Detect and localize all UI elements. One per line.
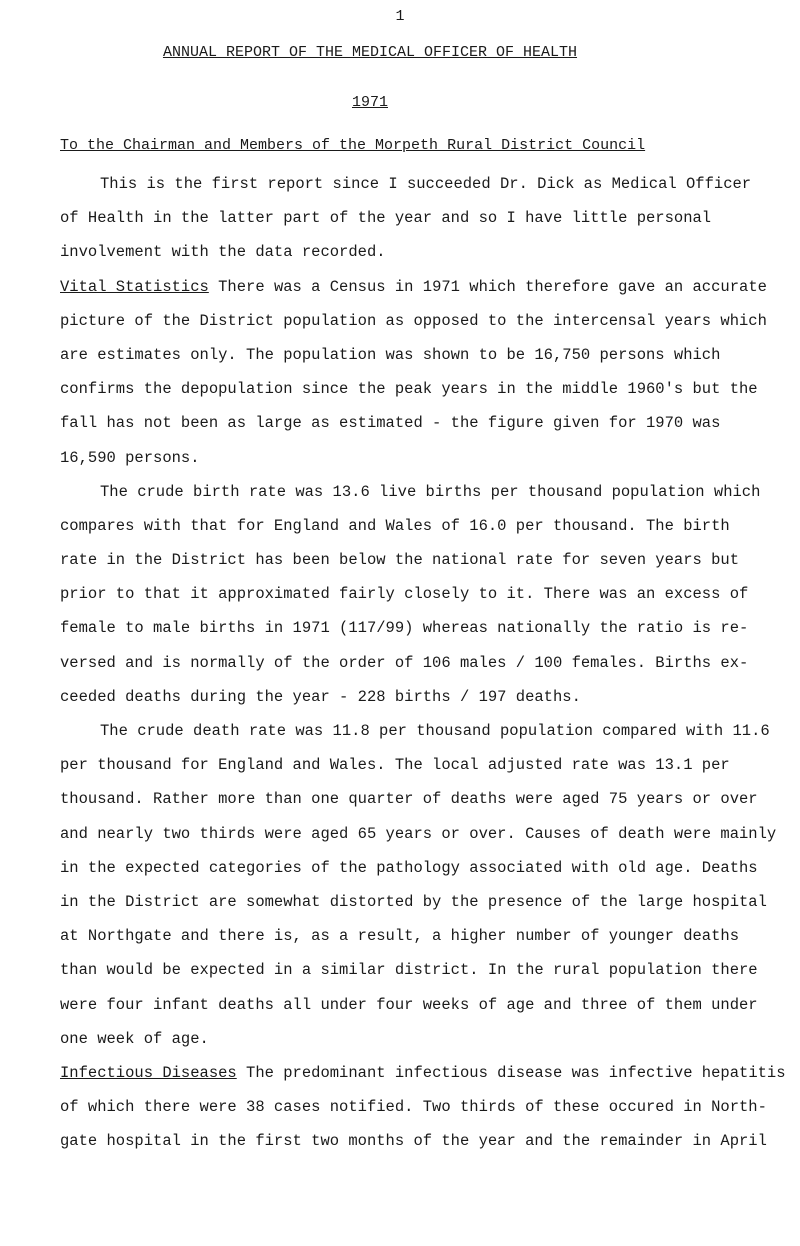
- text-line: [60, 782, 760, 816]
- line-text: one week of age.: [60, 1029, 209, 1048]
- text-line: [60, 270, 767, 304]
- address-line: To the Chairman and Members of the Morpeth Rural District Council: [60, 137, 646, 154]
- text-line: [60, 167, 760, 201]
- line-text: ceeded deaths during the year - 228 births / 197 deaths.: [60, 687, 581, 706]
- line-text: in the expected categories of the pathology associated with old age. Deaths: [60, 858, 758, 877]
- text-line: [60, 406, 760, 440]
- text-line: [60, 1124, 767, 1158]
- text-line: [60, 611, 760, 645]
- line-text: The crude death rate was 11.8 per thousand population compared with 11.6: [100, 722, 770, 740]
- line-text: at Northgate and there is, as a result, a higher number of younger deaths: [60, 927, 740, 946]
- text-line: [60, 304, 767, 338]
- text-line: [60, 919, 760, 953]
- line-text: picture of the District population as opposed to the intercensal years which: [60, 311, 767, 330]
- line-text: were four infant deaths all under four weeks of age and three of them under: [60, 995, 758, 1014]
- text-line: [60, 748, 760, 782]
- line-text: confirms the depopulation since the peak years in the middle 1960's but the: [60, 380, 758, 399]
- report-title: ANNUAL REPORT OF THE MEDICAL OFFICER OF HEALTH: [162, 44, 578, 61]
- text-line: [60, 1022, 760, 1056]
- text-line: [60, 201, 760, 235]
- text-line: [60, 1056, 786, 1090]
- line-text: This is the first report since I succeeded Dr. Dick as Medical Officer: [100, 175, 752, 193]
- text-line: [60, 235, 760, 269]
- text-line: [60, 338, 760, 372]
- text-line: [60, 577, 760, 611]
- text-line: [60, 1090, 767, 1124]
- text-line: [60, 714, 770, 748]
- section-heading: Vital Statistics: [60, 277, 209, 296]
- text-line: [60, 441, 760, 475]
- line-text: The crude birth rate was 13.6 live births per thousand population which: [100, 482, 761, 501]
- line-text: rate in the District has been below the national rate for seven years but: [60, 551, 740, 570]
- line-text: than would be expected in a similar district. In the rural population there: [60, 961, 758, 980]
- line-text: The predominant infectious disease was infective hepatitis: [236, 1063, 786, 1082]
- line-text: and nearly two thirds were aged 65 years or over. Causes of death were mainly: [60, 824, 777, 843]
- text-line: [60, 543, 760, 577]
- text-line: [60, 953, 760, 987]
- report-year: 1971: [351, 94, 388, 111]
- report-body: [60, 167, 786, 1158]
- line-text: are estimates only. The population was shown to be 16,750 persons which: [60, 345, 721, 364]
- line-text: compares with that for England and Wales of 16.0 per thousand. The birth: [60, 516, 730, 535]
- line-text: in the District are somewhat distorted by the presence of the large hospital: [60, 892, 767, 911]
- text-line: [60, 475, 760, 509]
- text-line: [60, 817, 777, 851]
- page-number: 1: [395, 8, 405, 25]
- line-text: fall has not been as large as estimated - the figure given for 1970 was: [60, 414, 721, 433]
- line-text: 16,590 persons.: [60, 448, 200, 467]
- line-text: per thousand for England and Wales. The local adjusted rate was 13.1 per: [60, 756, 730, 775]
- line-text: involvement with the data recorded.: [60, 243, 386, 262]
- text-line: [60, 646, 760, 680]
- text-line: [60, 988, 760, 1022]
- line-text: of which there were 38 cases notified. Two thirds of these occured in North-: [60, 1098, 767, 1117]
- section-heading: Infectious Diseases: [60, 1063, 237, 1082]
- text-line: [60, 851, 760, 885]
- line-text: There was a Census in 1971 which therefore gave an accurate: [208, 277, 767, 296]
- line-text: prior to that it approximated fairly closely to it. There was an excess of: [60, 585, 749, 604]
- text-line: [60, 509, 760, 543]
- text-line: [60, 885, 767, 919]
- line-text: of Health in the latter part of the year and so I have little personal: [60, 209, 712, 228]
- line-text: thousand. Rather more than one quarter of deaths were aged 75 years or over: [60, 790, 758, 809]
- text-line: [60, 680, 760, 714]
- line-text: gate hospital in the first two months of the year and the remainder in April: [60, 1132, 767, 1151]
- line-text: female to male births in 1971 (117/99) whereas nationally the ratio is re-: [60, 619, 749, 638]
- line-text: versed and is normally of the order of 106 males / 100 females. Births ex-: [60, 653, 749, 672]
- text-line: [60, 372, 760, 406]
